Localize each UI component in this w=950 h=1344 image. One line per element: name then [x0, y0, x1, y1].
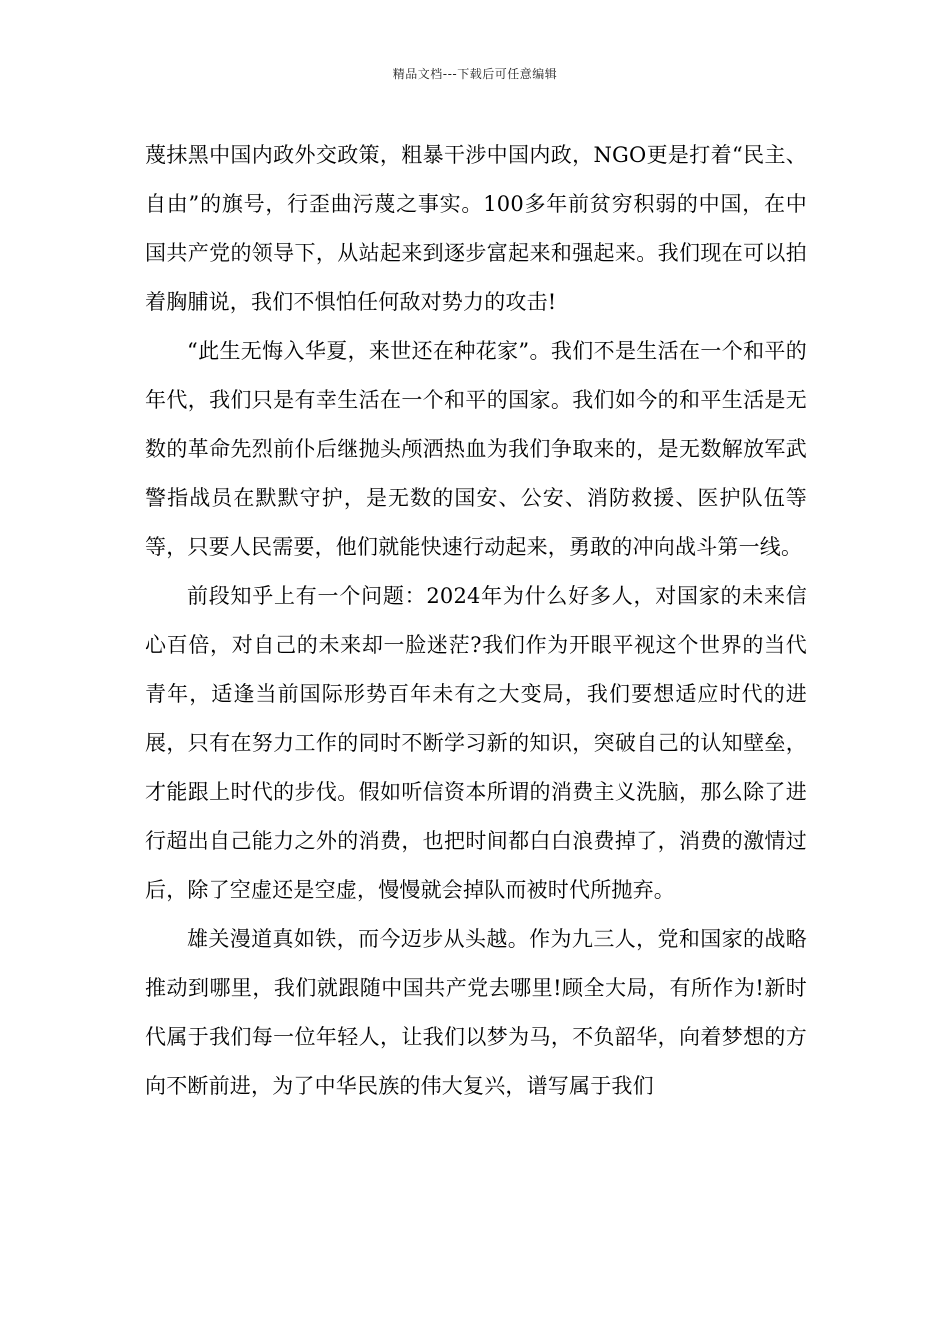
paragraph-2: “此生无悔入华夏，来世还在种花家”。我们不是生活在一个和平的年代，我们只是有幸生活在一个和平的国家。我们如今的和平生活是无数的革命先烈前仆后继抛头颅洒热血为我们争取来的，是无数解放军武警指战员在默默守护，是无数的国安、公安、消防救援、医护队伍等等，只要人民需要，他们就能快速行动起来，勇敢的冲向战斗第一线。	[145, 339, 807, 559]
paragraph-3: 前段知乎上有一个问题：2024年为什么好多人，对国家的未来信心百倍，对自己的未来却一脸迷茫?我们作为开眼平视这个世界的当代青年，适逢当前国际形势百年未有之大变局，我们要想适应时代的进展，只有在努力工作的同时不断学习新的知识，突破自己的认知壁垒，才能跟上时代的步伐。假如听信资本所谓的消费主义洗脑，那么除了进行超出自己能力之外的消费，也把时间都白白浪费掉了，消费的激情过后，除了空虚还是空虚，慢慢就会掉队而被时代所抛弃。	[145, 584, 807, 902]
paragraph-1: 蔑抹黑中国内政外交政策，粗暴干涉中国内政，NGO更是打着“民主、自由”的旗号，行歪曲污蔑之事实。100多年前贫穷积弱的中国，在中国共产党的领导下，从站起来到逐步富起来和强起来。我们现在可以拍着胸脯说，我们不惧怕任何敌对势力的攻击!	[145, 143, 807, 314]
document-body	[145, 131, 807, 1111]
page-header: 精品文档---下载后可任意编辑	[392, 67, 558, 81]
paragraph-4: 雄关漫道真如铁，而今迈步从头越。作为九三人，党和国家的战略推动到哪里，我们就跟随中国共产党去哪里!顾全大局，有所作为!新时代属于我们每一位年轻人，让我们以梦为马，不负韶华，向着梦想的方向不断前进，为了中华民族的伟大复兴，谱写属于我们	[145, 927, 807, 1098]
